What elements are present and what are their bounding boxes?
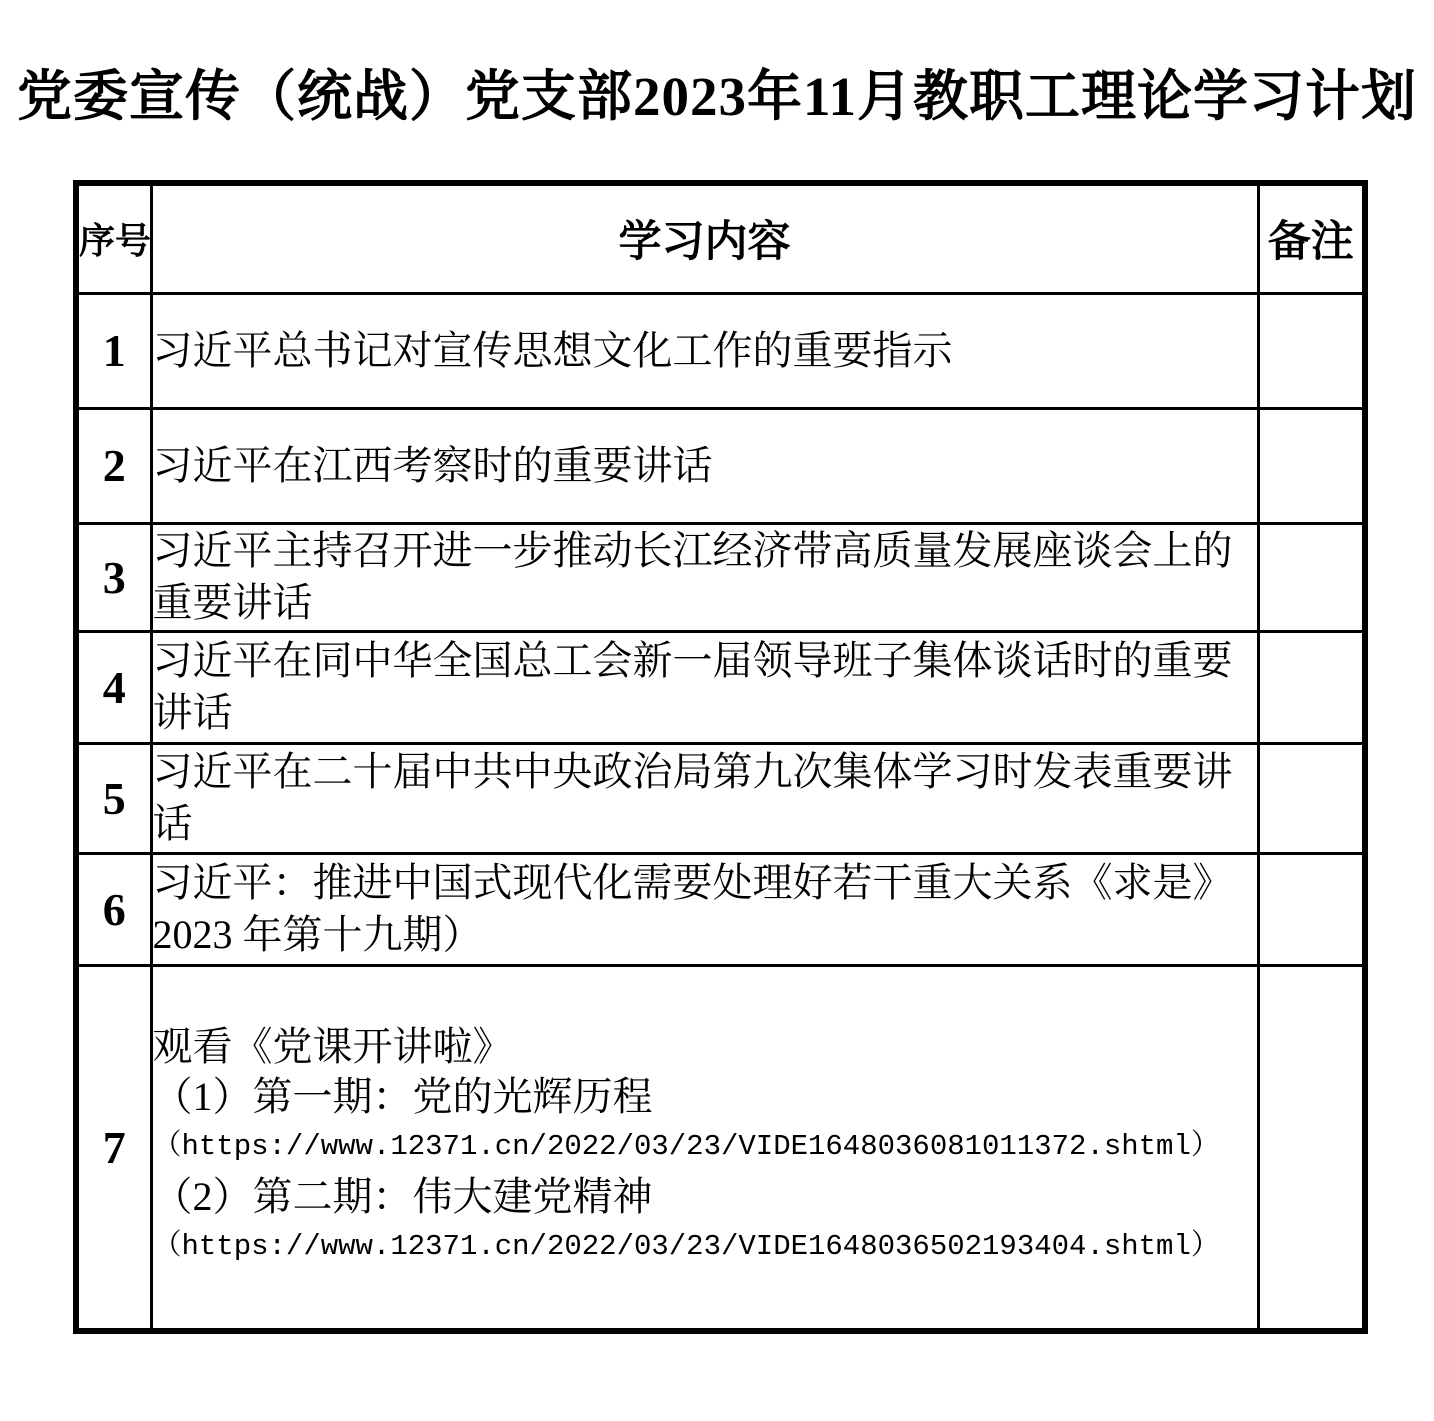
row-content-line: 观看《党课开讲啦》	[152, 1024, 513, 1070]
row-content: 习近平总书记对宣传思想文化工作的重要指示	[151, 293, 1258, 408]
column-header-content: 学习内容	[151, 183, 1258, 293]
table-row	[76, 523, 1365, 631]
row-content: 习近平：推进中国式现代化需要处理好若干重大关系《求是》2023 年第十九期）	[151, 853, 1258, 965]
table-row	[76, 743, 1365, 853]
row-remark	[1258, 743, 1365, 853]
table-row	[76, 293, 1365, 408]
row-remark	[1258, 631, 1365, 743]
row-content-line: （1）第一期：党的光辉历程	[152, 1074, 653, 1120]
row-remark	[1258, 293, 1365, 408]
row-content: 习近平在二十届中共中央政治局第九次集体学习时发表重要讲话	[151, 743, 1258, 853]
row-remark	[1258, 408, 1365, 523]
table-header-row	[76, 183, 1365, 293]
row-remark	[1258, 523, 1365, 631]
column-header-remark: 备注	[1258, 183, 1365, 293]
row-content: 习近平在江西考察时的重要讲话	[151, 408, 1258, 523]
row-content: 习近平主持召开进一步推动长江经济带高质量发展座谈会上的重要讲话	[151, 523, 1258, 631]
row-content: 习近平在同中华全国总工会新一届领导班子集体谈话时的重要讲话	[151, 631, 1258, 743]
row-content	[151, 965, 1258, 1331]
table-row	[76, 408, 1365, 523]
learning-plan-table	[73, 180, 1368, 1334]
row-content-line: （2）第二期：伟大建党精神	[152, 1174, 653, 1220]
table-row	[76, 965, 1365, 1331]
table-row	[76, 853, 1365, 965]
row-number: 7	[76, 965, 151, 1331]
row-remark	[1258, 853, 1365, 965]
table-row	[76, 631, 1365, 743]
column-header-number: 序号	[76, 183, 151, 293]
row-remark	[1258, 965, 1365, 1331]
row-number: 6	[76, 853, 151, 965]
row-number: 4	[76, 631, 151, 743]
row-content-url: （https://www.12371.cn/2022/03/23/VIDE1648036502193404.shtml）	[152, 1230, 1220, 1264]
page-title: 党委宣传（统战）党支部2023年11月教职工理论学习计划	[17, 66, 1417, 127]
row-number: 5	[76, 743, 151, 853]
row-content-url: （https://www.12371.cn/2022/03/23/VIDE1648036081011372.shtml）	[152, 1130, 1220, 1164]
row-number: 2	[76, 408, 151, 523]
row-number: 3	[76, 523, 151, 631]
row-number: 1	[76, 293, 151, 408]
